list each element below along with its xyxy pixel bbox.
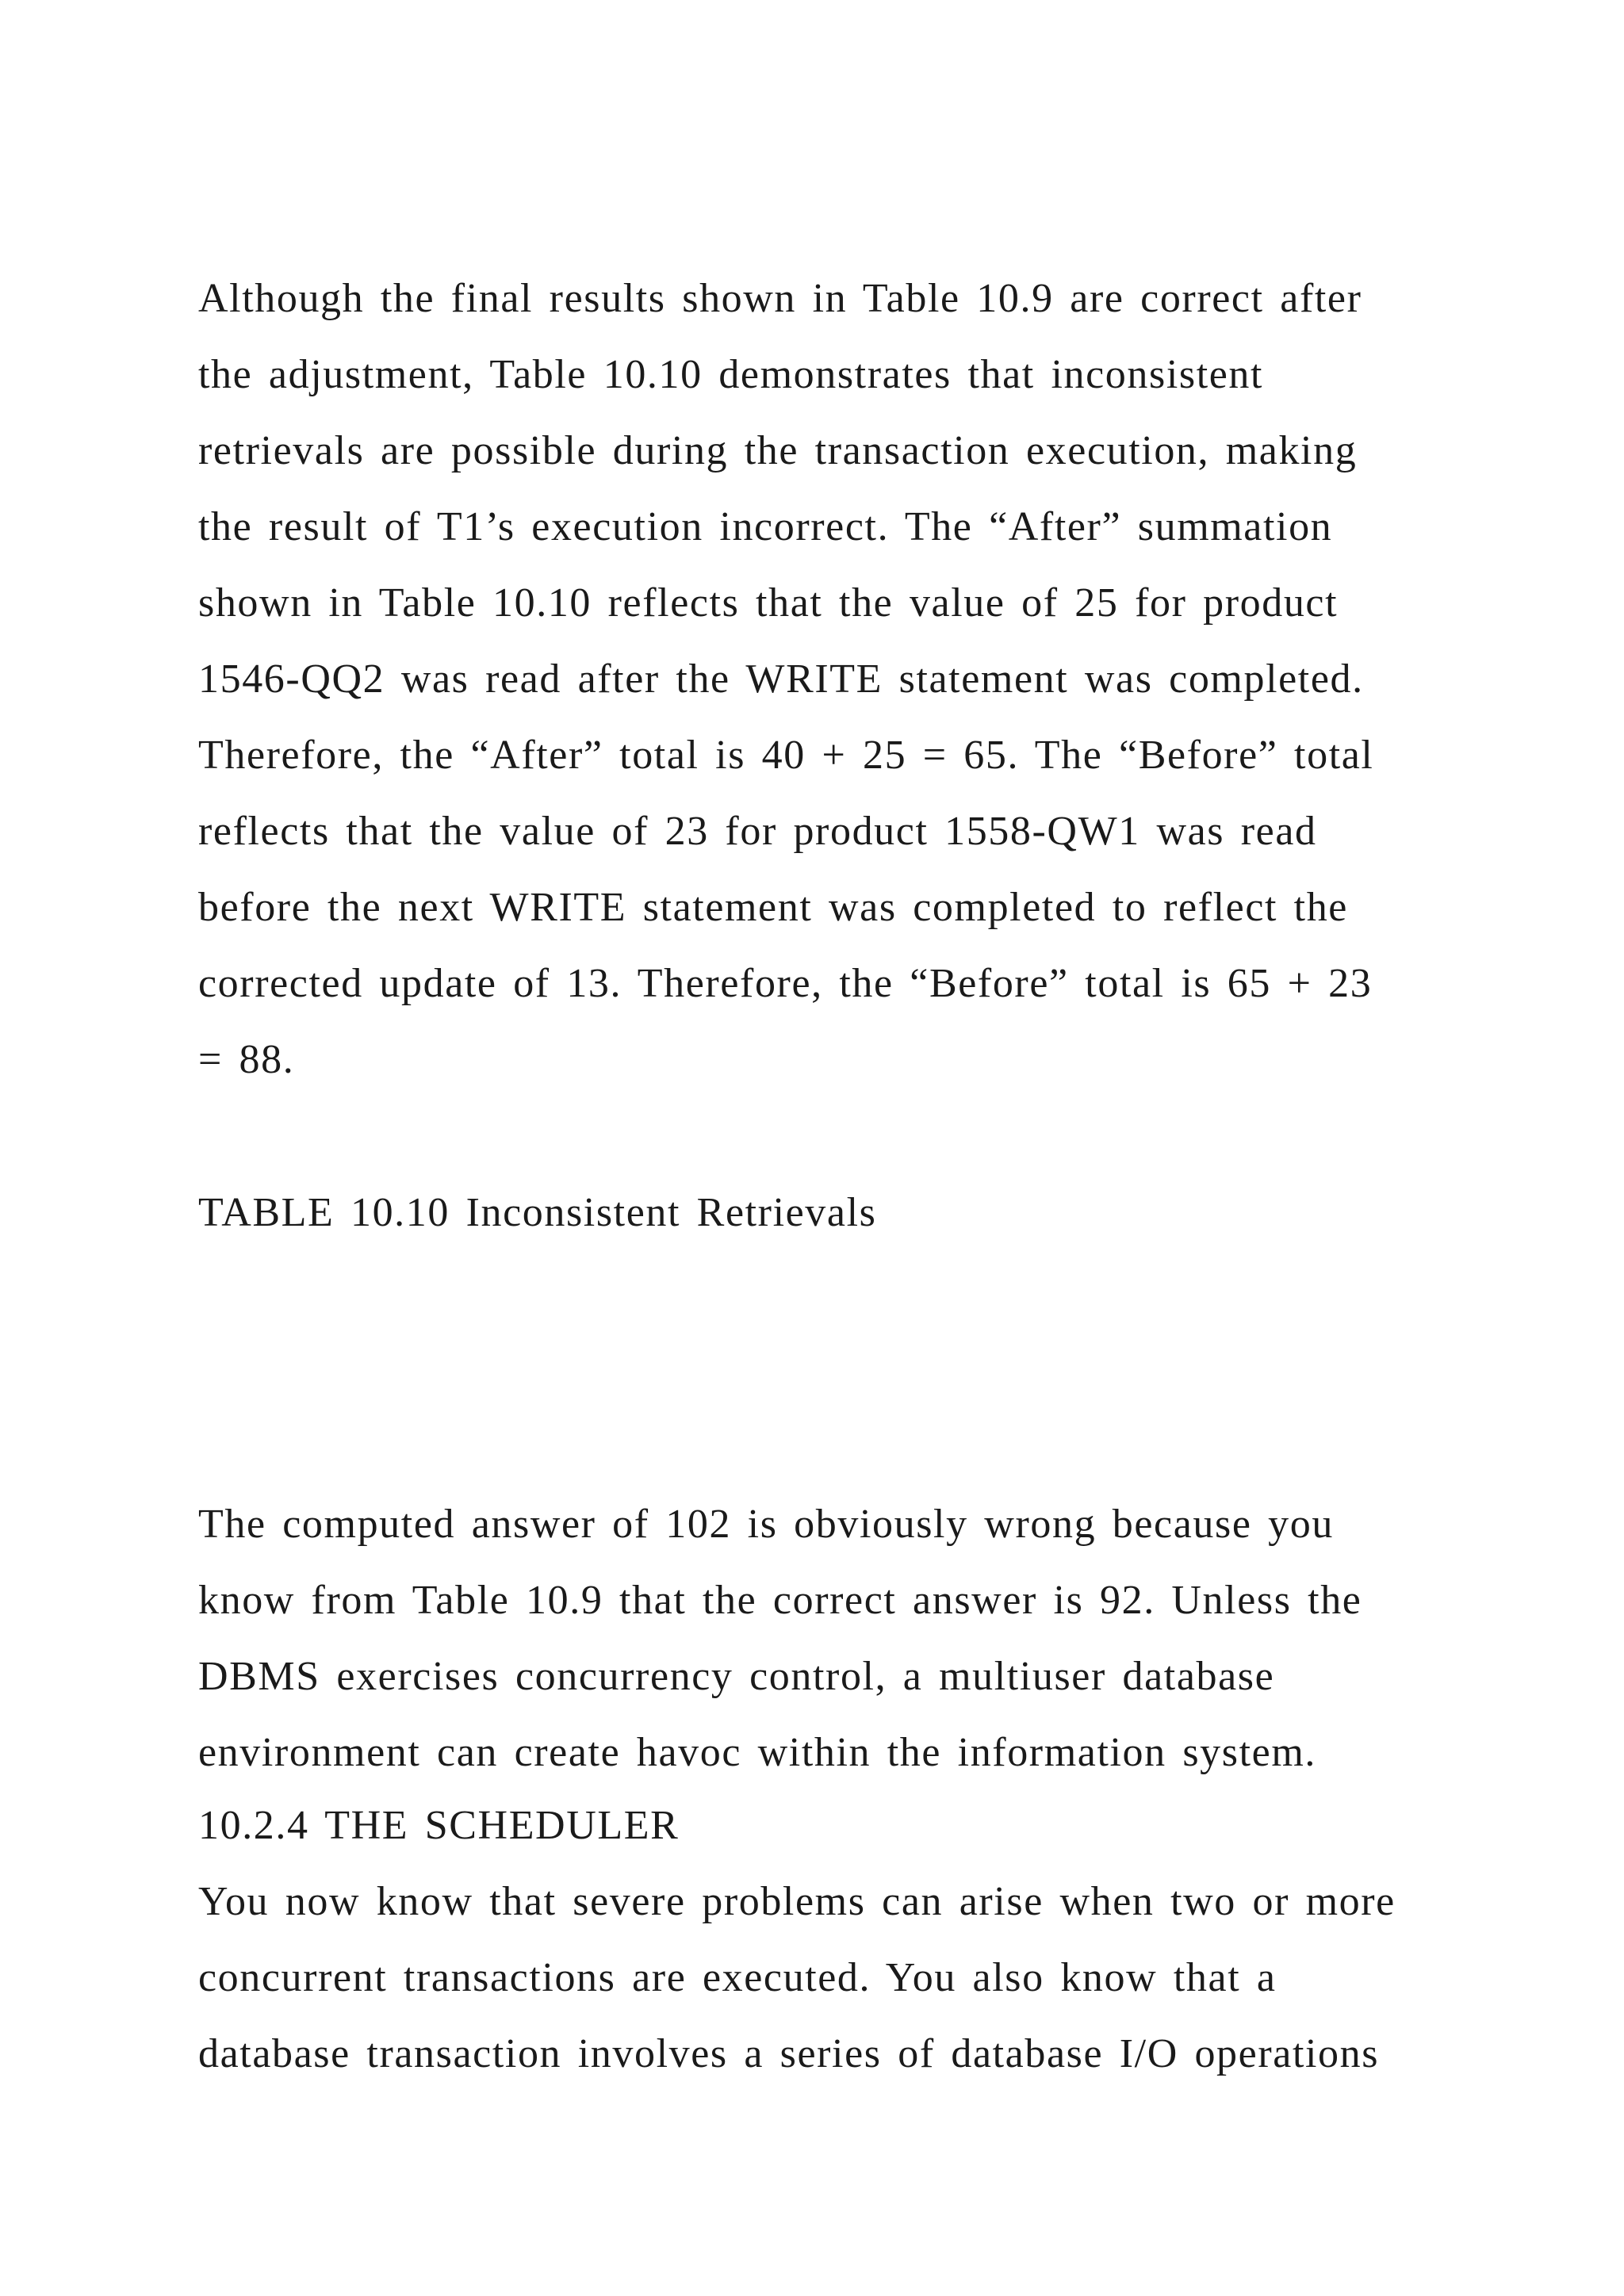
paragraph-1-line-1: Although the final results shown in Table 10.9 are correct after [198,276,1362,321]
paragraph-3-line-1: You now know that severe problems can arise when two or more [198,1879,1396,1924]
paragraph-1-line-10: corrected update of 13. Therefore, the “Before” total is 65 + 23 [198,961,1373,1006]
paragraph-1-line-4: the result of T1’s execution incorrect. The “After” summation [198,504,1333,549]
paragraph-1-line-5: shown in Table 10.10 reflects that the value of 25 for product [198,580,1339,626]
paragraph-2-line-4: environment can create havoc within the information system. [198,1730,1316,1775]
paragraph-3-line-3: database transaction involves a series of database I/O operations [198,2031,1380,2076]
paragraph-1-line-2: the adjustment, Table 10.10 demonstrates that inconsistent [198,352,1264,397]
paragraph-2-line-2: know from Table 10.9 that the correct answer is 92. Unless the [198,1578,1362,1623]
section-heading: 10.2.4 THE SCHEDULER [198,1803,680,1848]
paragraph-1-line-11: = 88. [198,1037,295,1082]
paragraph-2-line-3: DBMS exercises concurrency control, a multiuser database [198,1654,1275,1699]
paragraph-3-line-2: concurrent transactions are executed. You also know that a [198,1955,1277,2000]
paragraph-1-line-6: 1546-QQ2 was read after the WRITE statement was completed. [198,656,1364,702]
table-caption: TABLE 10.10 Inconsistent Retrievals [198,1190,877,1235]
paragraph-1-line-8: reflects that the value of 23 for product 1558-QW1 was read [198,809,1317,854]
paragraph-2-line-1: The computed answer of 102 is obviously wrong because you [198,1502,1334,1547]
paragraph-1-line-3: retrievals are possible during the transaction execution, making [198,428,1358,473]
paragraph-1-line-9: before the next WRITE statement was completed to reflect the [198,885,1348,930]
paragraph-1-line-7: Therefore, the “After” total is 40 + 25 = 65. The “Before” total [198,733,1374,778]
